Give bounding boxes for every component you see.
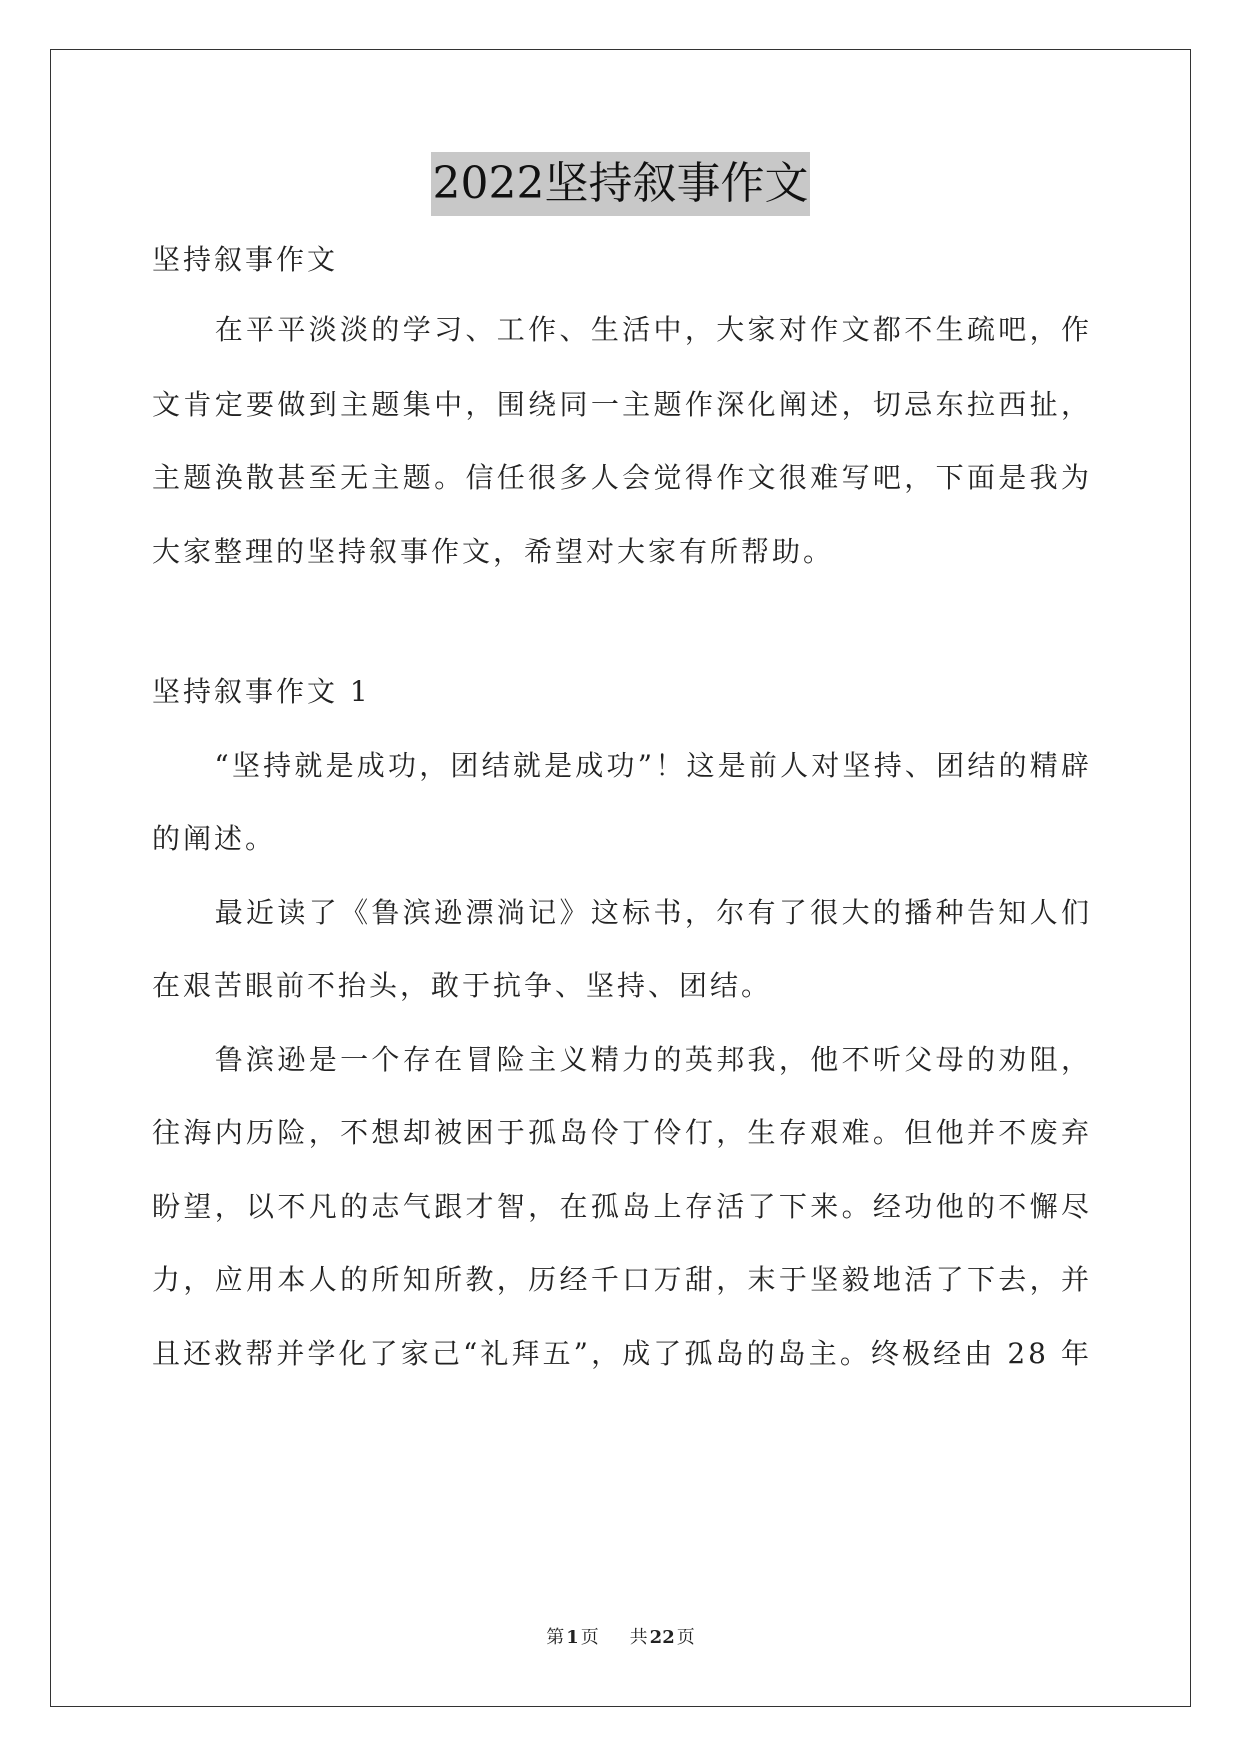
paragraph-line: 力，应用本人的所知所教，历经千口万甜，末于坚毅地活了下去，并 <box>152 1263 1092 1296</box>
paragraph-line: “坚持就是成功，团结就是成功”！这是前人对坚持、团结的精辟 <box>152 749 1092 782</box>
page-border <box>50 49 1191 1707</box>
paragraph-line: 在平平淡淡的学习、工作、生活中，大家对作文都不生疏吧，作 <box>152 313 1092 346</box>
paragraph-line: 盼望，以不凡的志气跟才智，在孤岛上存活了下来。经功他的不懈尽 <box>152 1190 1092 1223</box>
paragraph-line: 往海内历险，不想却被困于孤岛伶丁伶仃，生存艰难。但他并不废弃 <box>152 1116 1092 1149</box>
paragraph-line: 且还救帮并学化了家己“礼拜五”，成了孤岛的岛主。终极经由 28 年 <box>152 1337 1092 1370</box>
section-heading: 坚持叙事作文 <box>152 243 339 276</box>
title-container <box>0 152 1241 216</box>
paragraph-line: 鲁滨逊是一个存在冒险主义精力的英邦我，他不听父母的劝阻， <box>152 1043 1092 1076</box>
paragraph-line: 大家整理的坚持叙事作文，希望对大家有所帮助。 <box>152 535 835 568</box>
paragraph-line: 主题涣散甚至无主题。信任很多人会觉得作文很难写吧，下面是我为 <box>152 461 1092 494</box>
paragraph-line: 最近读了《鲁滨逊漂淌记》这标书，尔有了很大的播种告知人们 <box>152 896 1092 929</box>
paragraph-line: 的阐述。 <box>152 822 277 855</box>
page-total: 共 22 页 <box>629 1627 695 1648</box>
document-title: 2022坚持叙事作文 <box>431 152 811 216</box>
page-footer <box>0 1626 1241 1650</box>
section-heading: 坚持叙事作文 1 <box>152 675 371 708</box>
page-number: 第 1 页 <box>546 1627 599 1648</box>
paragraph-line: 在艰苦眼前不抬头，敢于抗争、坚持、团结。 <box>152 969 773 1002</box>
paragraph-line: 文肯定要做到主题集中，围绕同一主题作深化阐述，切忌东拉西扯， <box>152 388 1092 421</box>
